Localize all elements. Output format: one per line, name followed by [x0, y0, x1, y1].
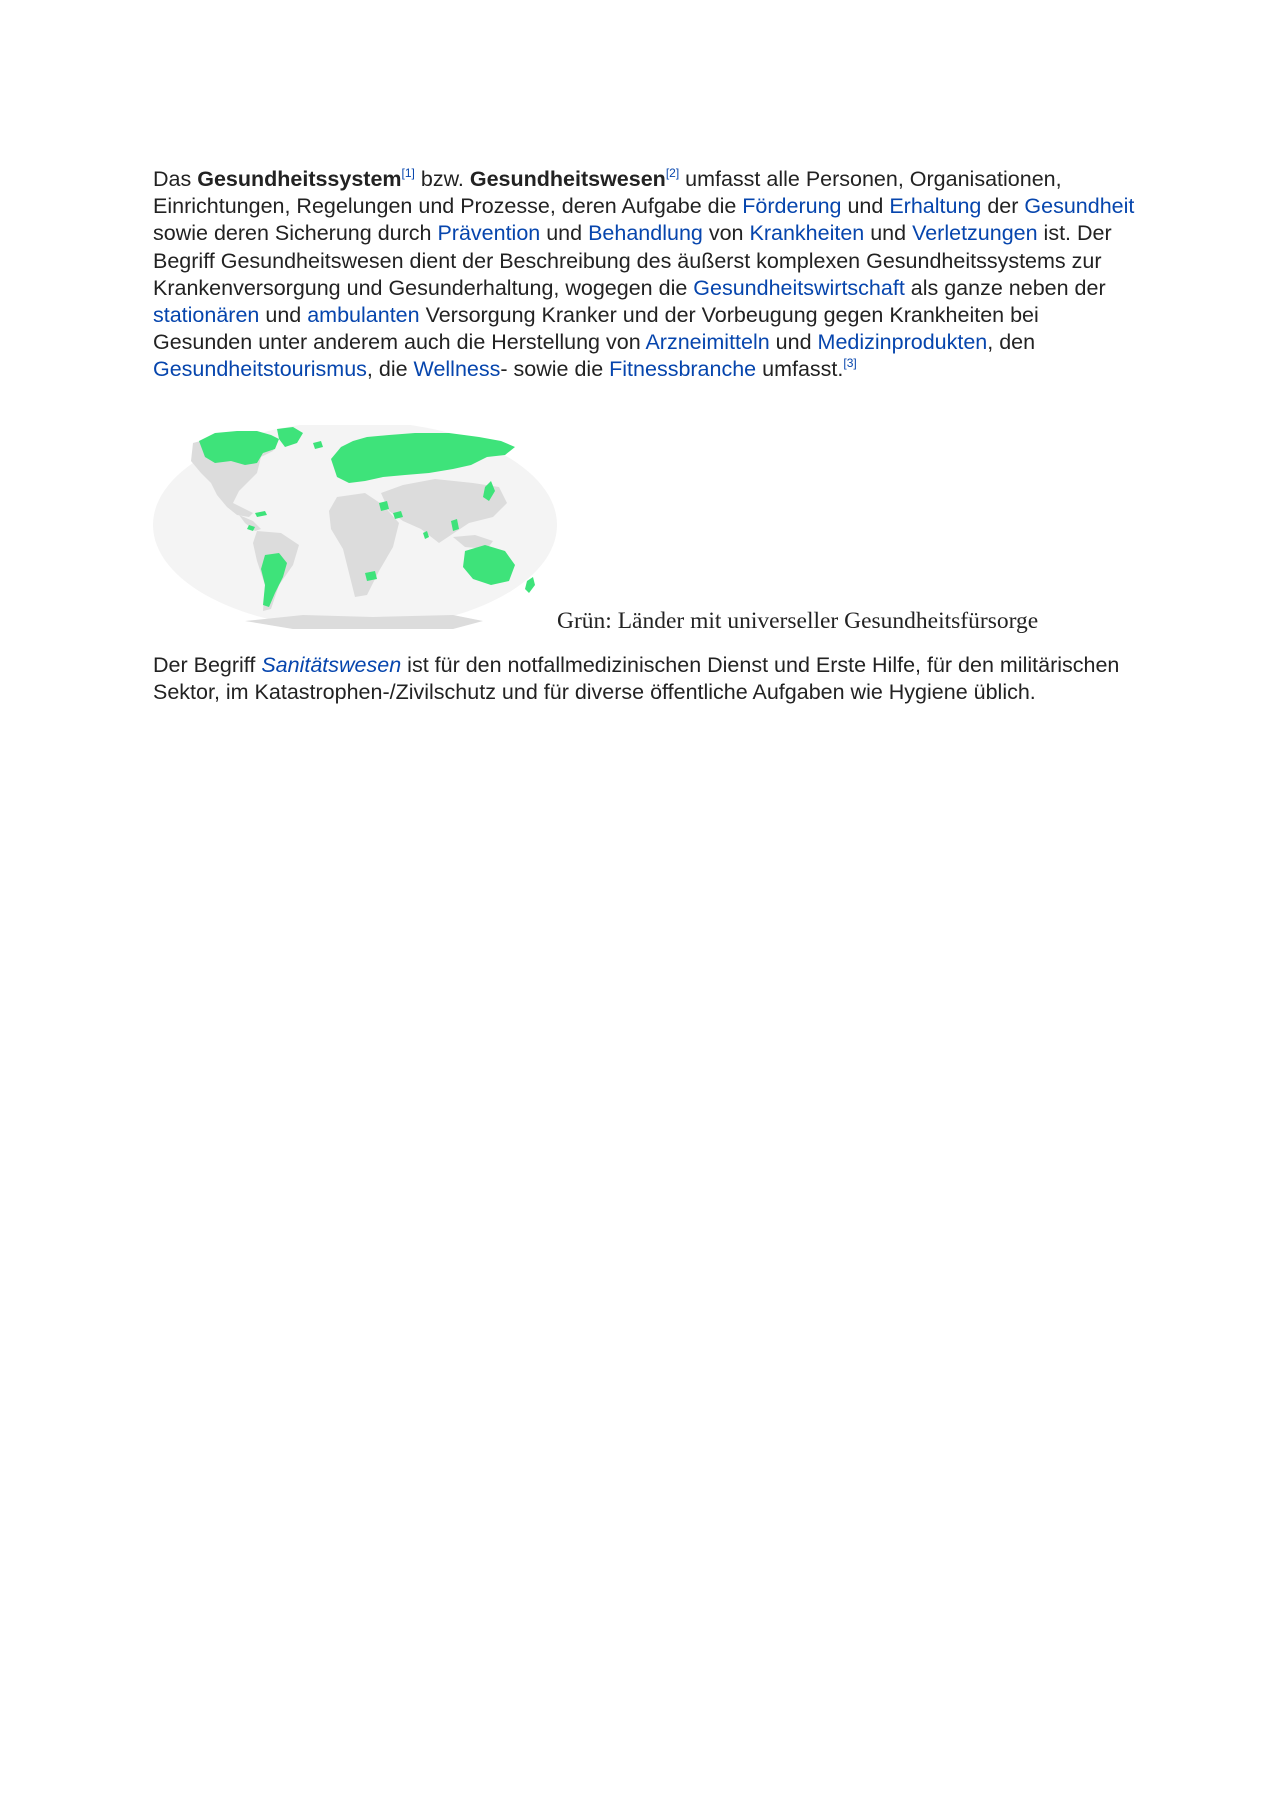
text-run: und: [540, 221, 589, 246]
link-fitnessbranche[interactable]: Fitnessbranche: [609, 357, 757, 382]
link-praevention[interactable]: Prävention: [437, 221, 541, 246]
link-stationaer[interactable]: stationären: [153, 303, 260, 328]
text-run: ist. Der Begriff Gesundheitswesen dient der Beschreibung des äußerst komplexen Gesundheitssystems zur Krankenversorgung und Gesunderhaltung, wogegen die: [153, 221, 1112, 300]
footnote-ref-2[interactable]: [666, 166, 679, 180]
link-foerderung[interactable]: Förderung: [742, 194, 842, 219]
text-run: Versorgung Kranker und der Vorbeugung gegen Krankheiten bei Gesunden unter anderem auch die Herstellung von: [153, 303, 1039, 355]
text-run: bzw.: [414, 167, 470, 191]
link-wellness[interactable]: Wellness: [413, 357, 501, 382]
text-run: ist für den notfallmedizinischen Dienst und Erste Hilfe, für den militärischen Sektor, im Katastrophen-/Zivilschutz und für diverse öffentliche Aufgaben wie Hygiene üblich.: [153, 653, 1120, 705]
link-gesundheit[interactable]: Gesundheit: [1024, 194, 1135, 219]
text-run: - sowie die: [500, 357, 610, 382]
text-run: und: [864, 221, 913, 246]
text-run: , den: [987, 330, 1036, 355]
intro-paragraph: [153, 166, 1143, 384]
link-behandlung[interactable]: Behandlung: [588, 221, 703, 246]
link-ambulant[interactable]: ambulanten: [307, 303, 420, 328]
figure-caption: Grün: Länder mit universeller Gesundheitsfürsorge: [557, 608, 1039, 634]
footnote-link-3[interactable]: [3]: [843, 356, 857, 371]
footnote-ref-1[interactable]: [402, 166, 415, 180]
text-run: sowie deren Sicherung durch: [153, 221, 438, 246]
link-gesundheitswirtschaft[interactable]: Gesundheitswirtschaft: [693, 275, 905, 300]
text-run: und: [259, 303, 308, 328]
text-run: umfasst alle Personen, Organisationen, Einrichtungen, Regelungen und Prozesse, deren Aufgabe die: [153, 167, 1062, 219]
world-map-image[interactable]: [153, 425, 557, 630]
link-erhaltung[interactable]: Erhaltung: [889, 194, 982, 219]
footnote-link-2[interactable]: [2]: [665, 166, 680, 180]
text-run: der: [981, 194, 1025, 219]
text-run: Das: [153, 167, 198, 191]
footnote-ref-3[interactable]: [843, 356, 856, 370]
text-run: und: [841, 194, 890, 219]
second-paragraph: [153, 652, 1143, 706]
text-run: Der Begriff: [153, 653, 262, 677]
link-gesundheitstourismus[interactable]: Gesundheitstourismus: [153, 357, 367, 382]
text-run: , die: [366, 357, 414, 382]
link-verletzungen[interactable]: Verletzungen: [912, 221, 1038, 246]
bold-term-gesundheitssystem: Gesundheitssystem: [197, 167, 402, 191]
text-run: umfasst.: [756, 357, 844, 382]
bold-term-gesundheitswesen: Gesundheitswesen: [469, 167, 666, 191]
link-medizinprodukte[interactable]: Medizinprodukten: [817, 330, 988, 355]
text-run: und: [769, 330, 818, 355]
footnote-link-1[interactable]: [1]: [401, 166, 415, 180]
text-run: als ganze neben der: [904, 275, 1106, 300]
link-krankheiten[interactable]: Krankheiten: [749, 221, 865, 246]
link-arzneimittel[interactable]: Arzneimitteln: [645, 330, 770, 355]
link-sanitaetswesen[interactable]: Sanitätswesen: [261, 653, 402, 677]
text-run: von: [702, 221, 750, 246]
